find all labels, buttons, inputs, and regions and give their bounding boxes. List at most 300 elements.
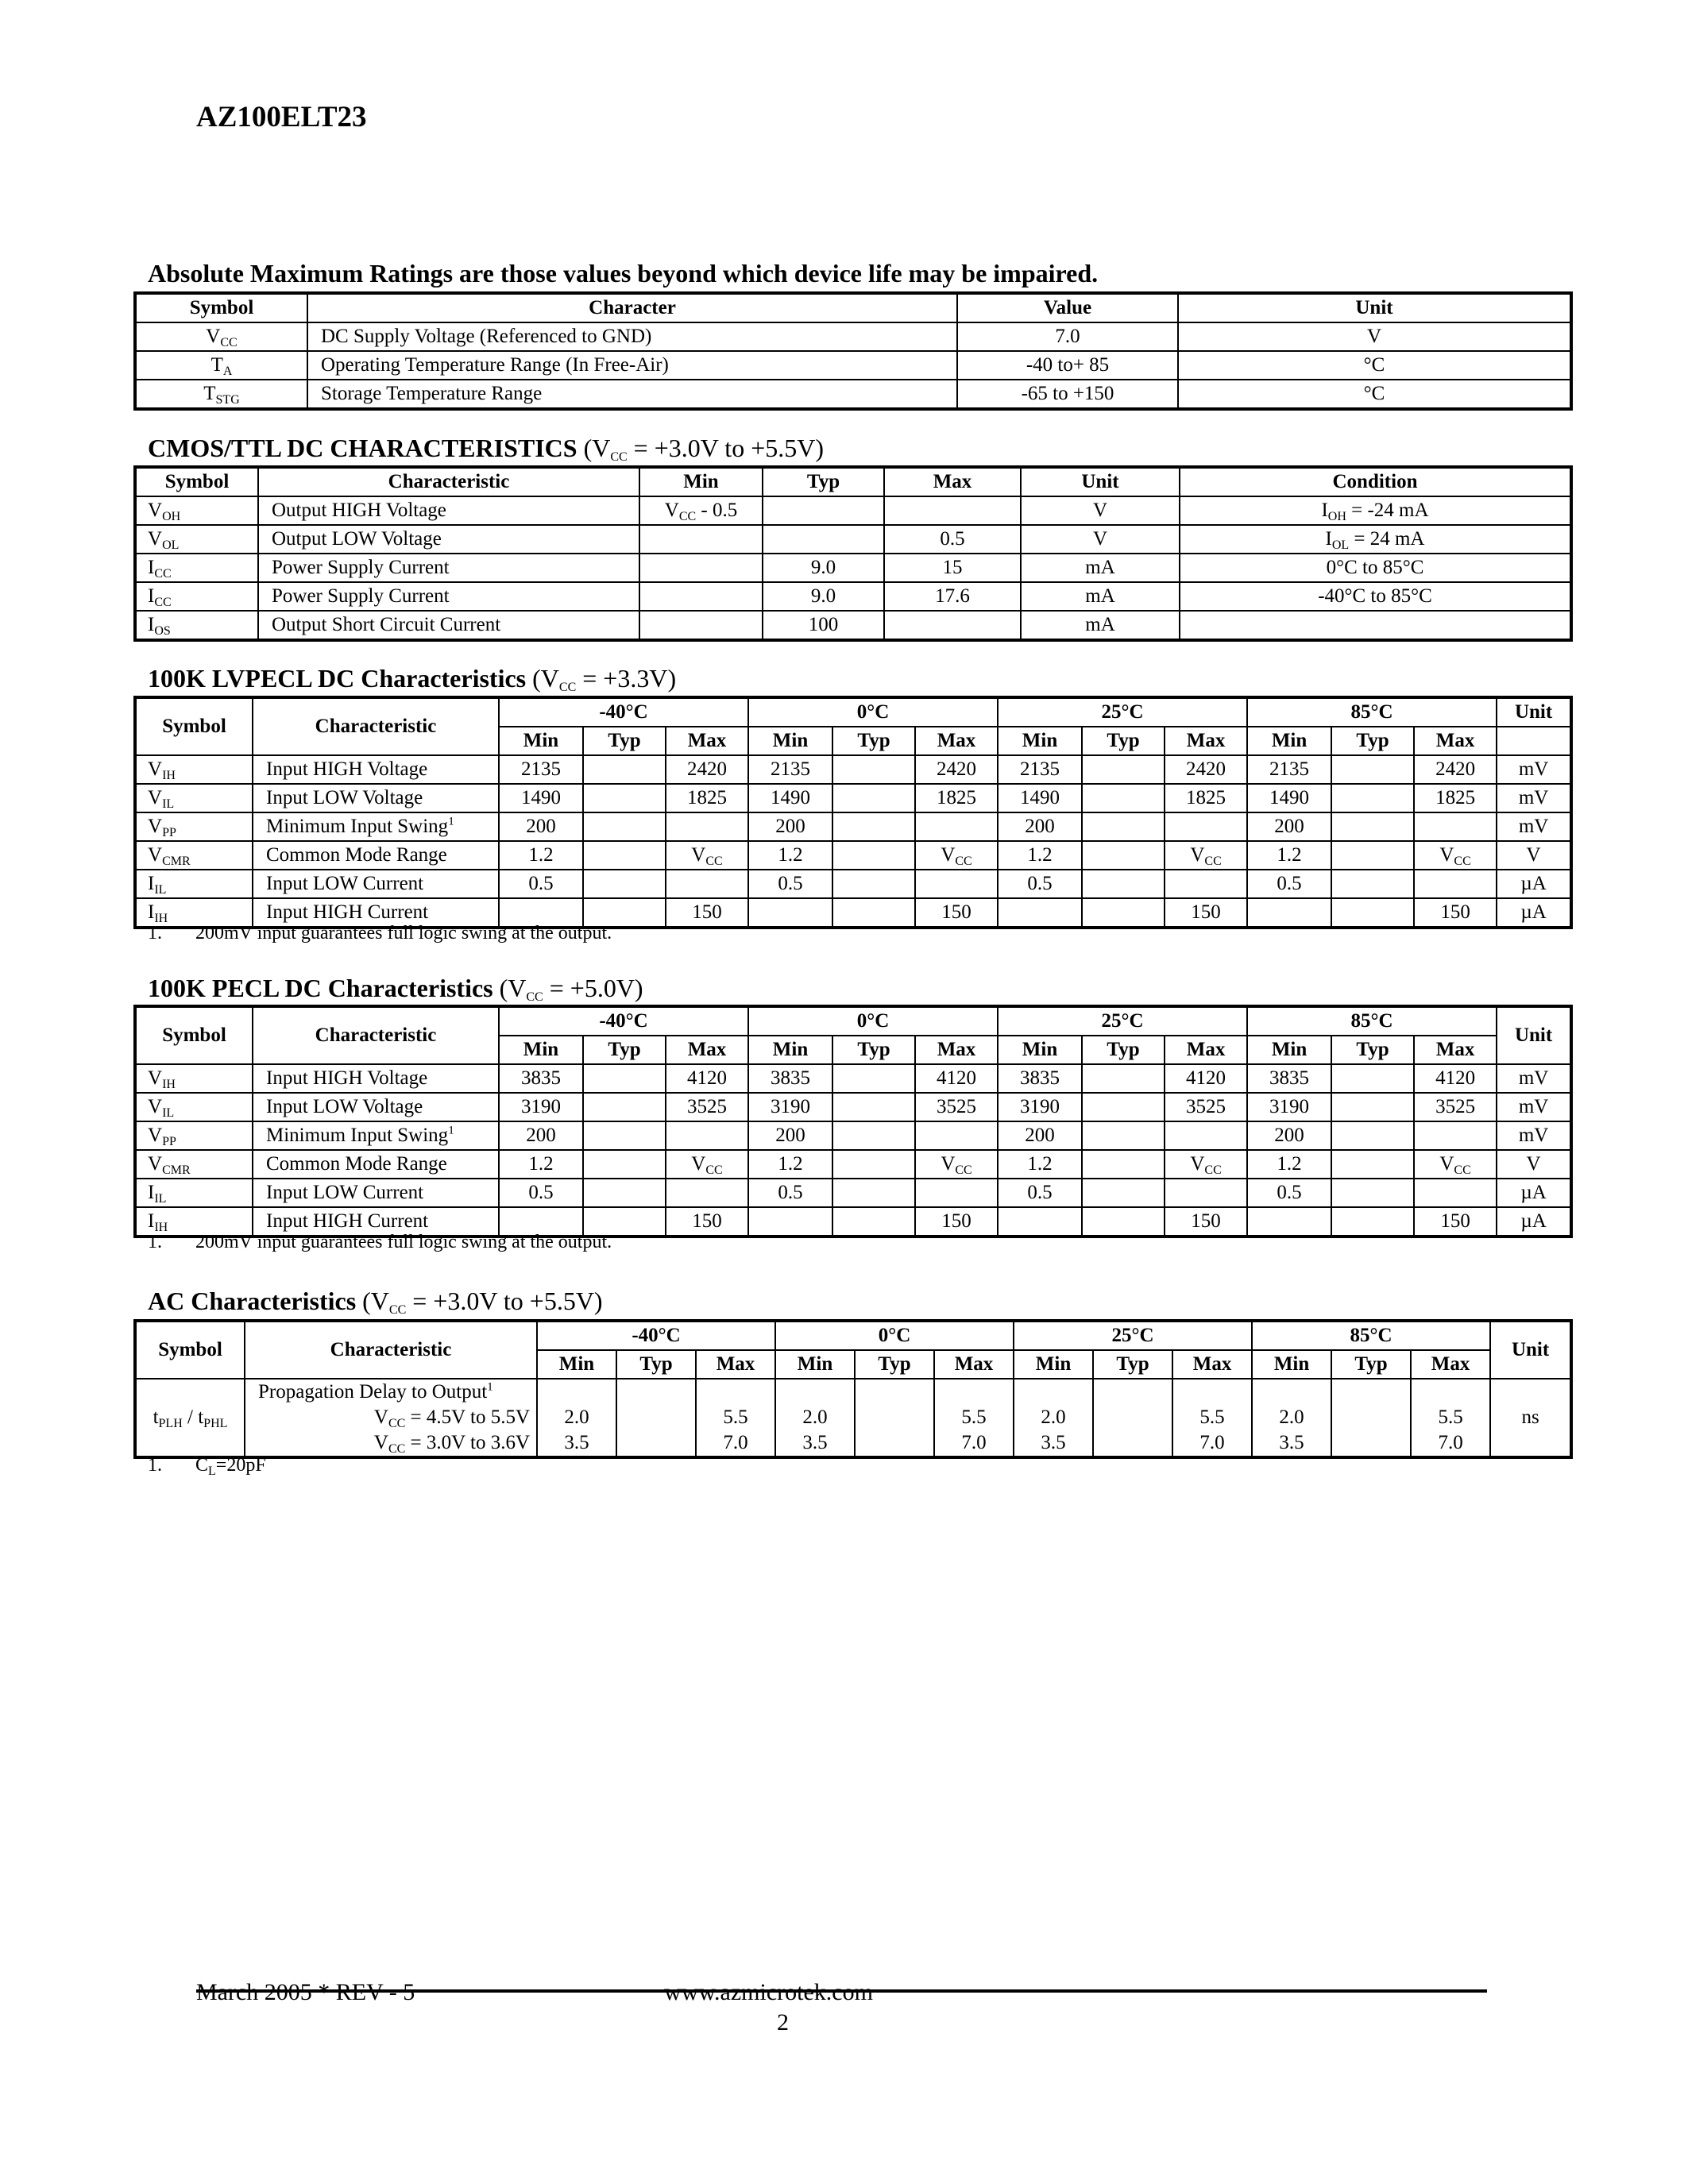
value-cell: 150	[666, 898, 748, 928]
value-cell: 200	[748, 1121, 832, 1150]
col-header: Characteristic	[245, 1321, 537, 1379]
characteristic-cell: Common Mode Range	[253, 1150, 499, 1179]
value-cell: 2.0 3.5	[537, 1379, 616, 1457]
pecl-condition: $(V_{CC} = +5.0V)$	[499, 974, 643, 1004]
table-header-row	[135, 697, 1571, 727]
table-header-row	[135, 1006, 1571, 1036]
col-header: Typ	[1082, 1036, 1165, 1064]
temp-header: 25°C	[998, 697, 1247, 727]
temp-header: -40°C	[537, 1321, 775, 1350]
value-cell: 1.2	[998, 1150, 1082, 1179]
col-header: Symbol	[135, 697, 253, 755]
value-cell: 150	[666, 1207, 748, 1237]
value-cell: $V_{CC}$	[915, 1150, 998, 1179]
table-row	[135, 755, 1571, 784]
value-cell: 1.2	[1247, 1150, 1331, 1179]
col-header: Min	[1014, 1350, 1093, 1379]
min-cell	[639, 554, 763, 582]
value-cell: 3525	[915, 1093, 998, 1121]
table-row	[135, 1179, 1571, 1207]
temp-header: 85°C	[1247, 1006, 1497, 1036]
unit-cell: V	[1021, 496, 1180, 525]
max-cell: 0.5	[884, 525, 1021, 554]
table-row	[135, 1064, 1571, 1093]
temp-header: 0°C	[775, 1321, 1014, 1350]
value-cell	[1414, 812, 1497, 841]
value-cell	[832, 870, 915, 898]
col-header: Character	[307, 293, 957, 322]
value-cell	[1247, 1207, 1331, 1237]
footer-website: www.azmicrotek.com	[664, 1979, 873, 2005]
value-cell: 200	[499, 812, 583, 841]
value-cell	[832, 1150, 915, 1179]
table-row	[135, 582, 1571, 611]
unit-cell: mA	[1021, 582, 1180, 611]
value-cell: 3190	[748, 1093, 832, 1121]
symbol-cell: $I_{CC}$	[135, 554, 258, 582]
value-cell: 1490	[499, 784, 583, 812]
col-header: Typ	[616, 1350, 696, 1379]
col-header: Unit	[1497, 697, 1571, 727]
value-cell	[1331, 784, 1414, 812]
value-cell: 7.0	[957, 322, 1178, 351]
symbol-cell: $V_{IH}$	[135, 755, 253, 784]
symbol-cell: $T_{STG}$	[135, 380, 307, 409]
unit-cell: mA	[1021, 611, 1180, 640]
value-cell	[666, 1179, 748, 1207]
table-header-row	[135, 293, 1571, 322]
ac-table	[133, 1319, 1573, 1459]
col-header: Max	[915, 1036, 998, 1064]
value-cell: 150	[1165, 898, 1247, 928]
symbol-cell: $V_{OL}$	[135, 525, 258, 554]
col-header: Typ	[832, 1036, 915, 1064]
unit-cell: µA	[1497, 1179, 1571, 1207]
min-cell	[639, 611, 763, 640]
value-cell: 150	[1165, 1207, 1247, 1237]
characteristic-cell: Output LOW Voltage	[258, 525, 639, 554]
min-cell: $V_{CC} - 0.5$	[639, 496, 763, 525]
temp-header: -40°C	[499, 697, 748, 727]
symbol-cell: $V_{CC}$	[135, 322, 307, 351]
value-cell	[666, 1121, 748, 1150]
unit-cell: °C	[1178, 380, 1571, 409]
cmos-table	[133, 465, 1573, 642]
value-cell: 5.5 7.0	[696, 1379, 775, 1457]
unit-cell: V	[1021, 525, 1180, 554]
value-cell: 200	[499, 1121, 583, 1150]
value-cell	[583, 1093, 666, 1121]
symbol-cell: $I_{IL}$	[135, 870, 253, 898]
temp-header: -40°C	[499, 1006, 748, 1036]
symbol-cell: $I_{IL}$	[135, 1179, 253, 1207]
table-header-row	[135, 467, 1571, 496]
value-cell	[1082, 898, 1165, 928]
value-cell	[748, 898, 832, 928]
value-cell: 0.5	[998, 870, 1082, 898]
col-header: Max	[1411, 1350, 1490, 1379]
value-cell: 3525	[1414, 1093, 1497, 1121]
value-cell	[855, 1379, 934, 1457]
value-cell: $V_{CC}$	[1414, 841, 1497, 870]
condition-cell: $I_{OH} = -24$ mA	[1180, 496, 1571, 525]
value-cell: 1825	[915, 784, 998, 812]
condition-cell: 0°C to 85°C	[1180, 554, 1571, 582]
value-cell: 3190	[499, 1093, 583, 1121]
value-cell: 0.5	[748, 1179, 832, 1207]
unit-cell: V	[1497, 841, 1571, 870]
unit-cell: V	[1497, 1150, 1571, 1179]
ac-condition: ($V_{CC} = +3.0V$ to +5.5V)	[362, 1287, 603, 1317]
max-cell: 15	[884, 554, 1021, 582]
col-header: Symbol	[135, 467, 258, 496]
value-cell: $V_{CC}$	[666, 1150, 748, 1179]
col-header: Max	[666, 727, 748, 755]
col-header: Min	[639, 467, 763, 496]
col-header: Typ	[1331, 1350, 1411, 1379]
value-cell	[832, 755, 915, 784]
value-cell: $V_{CC}$	[1165, 841, 1247, 870]
col-header: Max	[1172, 1350, 1252, 1379]
value-cell	[1165, 870, 1247, 898]
footer-page-number: 2	[777, 2009, 789, 2035]
table-header-row	[135, 1321, 1571, 1350]
condition-cell: -40°C to 85°C	[1180, 582, 1571, 611]
value-cell: 150	[915, 898, 998, 928]
value-cell	[1165, 1179, 1247, 1207]
table-row	[135, 554, 1571, 582]
unit-cell: µA	[1497, 870, 1571, 898]
value-cell	[832, 784, 915, 812]
value-cell	[616, 1379, 696, 1457]
value-cell: 1.2	[499, 841, 583, 870]
col-header: Min	[537, 1350, 616, 1379]
value-cell: 0.5	[1247, 1179, 1331, 1207]
value-cell: 3835	[1247, 1064, 1331, 1093]
col-header: Max	[1414, 727, 1497, 755]
symbol-cell: $I_{IH}$	[135, 1207, 253, 1237]
lvpecl-title	[148, 664, 676, 693]
col-header: Unit	[1178, 293, 1571, 322]
symbol-cell: $I_{OS}$	[135, 611, 258, 640]
unit-cell: mA	[1021, 554, 1180, 582]
value-cell: 1490	[1247, 784, 1331, 812]
value-cell	[832, 1179, 915, 1207]
value-cell	[1093, 1379, 1172, 1457]
value-cell: 5.5 7.0	[934, 1379, 1014, 1457]
value-cell: 200	[1247, 1121, 1331, 1150]
col-header: Max	[666, 1036, 748, 1064]
table-row	[135, 380, 1571, 409]
table-row	[135, 322, 1571, 351]
symbol-cell: $t_{PLH} / t_{PHL}$	[135, 1379, 245, 1457]
value-cell: -40 to+ 85	[957, 351, 1178, 380]
unit-cell: mV	[1497, 812, 1571, 841]
symbol-cell: $V_{OH}$	[135, 496, 258, 525]
characteristic-cell: Minimum Input Swing$^1$	[253, 1121, 499, 1150]
value-cell	[832, 1207, 915, 1237]
col-header: Min	[775, 1350, 855, 1379]
col-header: Max	[1414, 1036, 1497, 1064]
value-cell	[1082, 1150, 1165, 1179]
characteristic-cell: Propagation Delay to Output$^1$ $V_{CC} = 4.5V$ to 5.5V $V_{CC} = 3.0V$ to 3.6V	[245, 1379, 537, 1457]
value-cell: 200	[998, 1121, 1082, 1150]
value-cell	[1414, 1179, 1497, 1207]
lvpecl-footnote: 1. 200mV input guarantees full logic swing at the output.	[148, 923, 612, 943]
value-cell: 5.5 7.0	[1172, 1379, 1252, 1457]
value-cell	[832, 1093, 915, 1121]
value-cell: 4120	[1165, 1064, 1247, 1093]
value-cell: $V_{CC}$	[1414, 1150, 1497, 1179]
value-cell: 3835	[748, 1064, 832, 1093]
max-cell	[884, 611, 1021, 640]
character-cell: DC Supply Voltage (Referenced to GND)	[307, 322, 957, 351]
col-header: Min	[748, 1036, 832, 1064]
value-cell	[915, 1121, 998, 1150]
pecl-footnote: 1. 200mV input guarantees full logic swing at the output.	[148, 1232, 612, 1252]
symbol-cell: $I_{CC}$	[135, 582, 258, 611]
value-cell: 1.2	[748, 841, 832, 870]
col-header: Min	[499, 727, 583, 755]
col-header: Symbol	[135, 1006, 253, 1064]
value-cell	[1331, 1121, 1414, 1150]
typ-cell	[763, 496, 884, 525]
value-cell: 3525	[666, 1093, 748, 1121]
value-cell	[1082, 755, 1165, 784]
value-cell: 3525	[1165, 1093, 1247, 1121]
value-cell	[583, 1121, 666, 1150]
value-cell: 5.5 7.0	[1411, 1379, 1490, 1457]
symbol-cell: $T_A$	[135, 351, 307, 380]
temp-header: 0°C	[748, 1006, 998, 1036]
value-cell: 200	[998, 812, 1082, 841]
ac-title	[148, 1287, 603, 1316]
col-header: Typ	[1093, 1350, 1172, 1379]
value-cell: 2420	[1165, 755, 1247, 784]
value-cell: 1.2	[499, 1150, 583, 1179]
symbol-cell: $V_{PP}$	[135, 1121, 253, 1150]
value-cell	[1331, 1150, 1414, 1179]
value-cell: -65 to +150	[957, 380, 1178, 409]
typ-cell: 9.0	[763, 554, 884, 582]
col-header: Max	[934, 1350, 1014, 1379]
table-row	[135, 1379, 1571, 1457]
value-cell	[583, 1064, 666, 1093]
table-row	[135, 525, 1571, 554]
value-cell: 150	[1414, 1207, 1497, 1237]
symbol-cell: $V_{CMR}$	[135, 1150, 253, 1179]
value-cell	[1165, 812, 1247, 841]
characteristic-cell: Output Short Circuit Current	[258, 611, 639, 640]
value-cell: 1.2	[998, 841, 1082, 870]
col-header: Characteristic	[253, 1006, 499, 1064]
max-cell	[884, 496, 1021, 525]
col-header: Condition	[1180, 467, 1571, 496]
value-cell	[1331, 1207, 1414, 1237]
value-cell: 4120	[915, 1064, 998, 1093]
cmos-title-text: CMOS/TTL DC CHARACTERISTICS	[148, 434, 577, 462]
col-header: Value	[957, 293, 1178, 322]
symbol-cell: $V_{IH}$	[135, 1064, 253, 1093]
value-cell	[1082, 1207, 1165, 1237]
unit-cell: °C	[1178, 351, 1571, 380]
temp-header: 25°C	[998, 1006, 1247, 1036]
col-header: Characteristic	[258, 467, 639, 496]
table-row	[135, 1093, 1571, 1121]
table-row	[135, 812, 1571, 841]
table-row	[135, 1150, 1571, 1179]
table-row	[135, 611, 1571, 640]
value-cell	[1082, 1121, 1165, 1150]
value-cell: 1.2	[748, 1150, 832, 1179]
temp-header: 85°C	[1252, 1321, 1490, 1350]
value-cell	[1331, 1064, 1414, 1093]
value-cell	[1331, 755, 1414, 784]
characteristic-cell: Output HIGH Voltage	[258, 496, 639, 525]
typ-cell: 9.0	[763, 582, 884, 611]
col-header: Symbol	[135, 1321, 245, 1379]
value-cell	[1414, 870, 1497, 898]
col-header: Typ	[1082, 727, 1165, 755]
characteristic-cell: Input HIGH Current	[253, 898, 499, 928]
col-header: Min	[998, 727, 1082, 755]
typ-cell	[763, 525, 884, 554]
col-header: Characteristic	[253, 697, 499, 755]
value-cell: 2135	[499, 755, 583, 784]
min-cell	[639, 525, 763, 554]
min-cell	[639, 582, 763, 611]
value-cell	[1331, 870, 1414, 898]
unit-cell: V	[1178, 322, 1571, 351]
value-cell	[1331, 898, 1414, 928]
value-cell	[832, 898, 915, 928]
value-cell	[748, 1207, 832, 1237]
pecl-title-text: 100K PECL DC Characteristics	[148, 974, 493, 1002]
value-cell	[666, 870, 748, 898]
temp-header: 0°C	[748, 697, 998, 727]
value-cell	[1331, 1093, 1414, 1121]
col-header: Unit	[1497, 1006, 1571, 1064]
value-cell	[1082, 1179, 1165, 1207]
value-cell: 3835	[499, 1064, 583, 1093]
value-cell: 2135	[1247, 755, 1331, 784]
value-cell	[832, 812, 915, 841]
value-cell: 3190	[1247, 1093, 1331, 1121]
max-cell: 17.6	[884, 582, 1021, 611]
value-cell: 0.5	[998, 1179, 1082, 1207]
col-header: Typ	[855, 1350, 934, 1379]
col-header: Typ	[583, 727, 666, 755]
characteristic-cell: Power Supply Current	[258, 554, 639, 582]
unit-cell: mV	[1497, 755, 1571, 784]
value-cell	[832, 841, 915, 870]
cmos-condition: ($V_{CC} = +3.0V$ to +5.5V)	[583, 434, 824, 464]
characteristic-cell: Input LOW Current	[253, 1179, 499, 1207]
unit-cell: µA	[1497, 1207, 1571, 1237]
value-cell: 2135	[748, 755, 832, 784]
col-header: Typ	[1331, 1036, 1414, 1064]
value-cell	[1331, 1379, 1411, 1457]
col-header: Unit	[1021, 467, 1180, 496]
col-header: Min	[748, 727, 832, 755]
col-header: Min	[499, 1036, 583, 1064]
value-cell: 2135	[998, 755, 1082, 784]
symbol-cell: $V_{PP}$	[135, 812, 253, 841]
value-cell: 200	[1247, 812, 1331, 841]
value-cell: 0.5	[1247, 870, 1331, 898]
value-cell	[1331, 841, 1414, 870]
typ-cell: 100	[763, 611, 884, 640]
abs-max-table	[133, 291, 1573, 411]
value-cell	[583, 784, 666, 812]
value-cell: 3190	[998, 1093, 1082, 1121]
characteristic-cell: Input LOW Voltage	[253, 784, 499, 812]
unit-cell: mV	[1497, 1121, 1571, 1150]
symbol-cell: $I_{IH}$	[135, 898, 253, 928]
value-cell: $V_{CC}$	[1165, 1150, 1247, 1179]
symbol-cell: $V_{IL}$	[135, 1093, 253, 1121]
value-cell	[915, 870, 998, 898]
unit-cell: mV	[1497, 1093, 1571, 1121]
value-cell	[1082, 812, 1165, 841]
value-cell: 150	[915, 1207, 998, 1237]
value-cell	[1414, 1121, 1497, 1150]
value-cell: 2.0 3.5	[775, 1379, 855, 1457]
table-row	[135, 870, 1571, 898]
characteristic-cell: Input HIGH Current	[253, 1207, 499, 1237]
value-cell	[583, 812, 666, 841]
value-cell	[1082, 841, 1165, 870]
value-cell: 1825	[1165, 784, 1247, 812]
characteristic-cell: Input LOW Current	[253, 870, 499, 898]
character-cell: Storage Temperature Range	[307, 380, 957, 409]
value-cell	[998, 898, 1082, 928]
col-header: Min	[1247, 727, 1331, 755]
col-header: Max	[884, 467, 1021, 496]
value-cell	[832, 1121, 915, 1150]
unit-cell: ns	[1490, 1379, 1571, 1457]
value-cell	[915, 812, 998, 841]
cmos-title	[148, 434, 824, 463]
col-header: Min	[1252, 1350, 1331, 1379]
col-header: Max	[915, 727, 998, 755]
value-cell: 2420	[915, 755, 998, 784]
value-cell: 2420	[1414, 755, 1497, 784]
value-cell: 1.2	[1247, 841, 1331, 870]
value-cell	[1331, 812, 1414, 841]
col-header: Max	[696, 1350, 775, 1379]
value-cell	[583, 1179, 666, 1207]
value-cell	[666, 812, 748, 841]
value-cell: 4120	[666, 1064, 748, 1093]
col-header: Typ	[1331, 727, 1414, 755]
value-cell: 1490	[998, 784, 1082, 812]
table-row	[135, 351, 1571, 380]
value-cell	[1331, 1179, 1414, 1207]
value-cell	[1082, 1093, 1165, 1121]
col-header: Typ	[763, 467, 884, 496]
value-cell	[583, 1150, 666, 1179]
pecl-table	[133, 1005, 1573, 1238]
value-cell	[583, 841, 666, 870]
value-cell: 1825	[666, 784, 748, 812]
value-cell	[1165, 1121, 1247, 1150]
ac-title-text: AC Characteristics	[148, 1287, 357, 1315]
col-header: Unit	[1490, 1321, 1571, 1379]
value-cell: 0.5	[499, 870, 583, 898]
value-cell	[583, 755, 666, 784]
value-cell: 2.0 3.5	[1252, 1379, 1331, 1457]
